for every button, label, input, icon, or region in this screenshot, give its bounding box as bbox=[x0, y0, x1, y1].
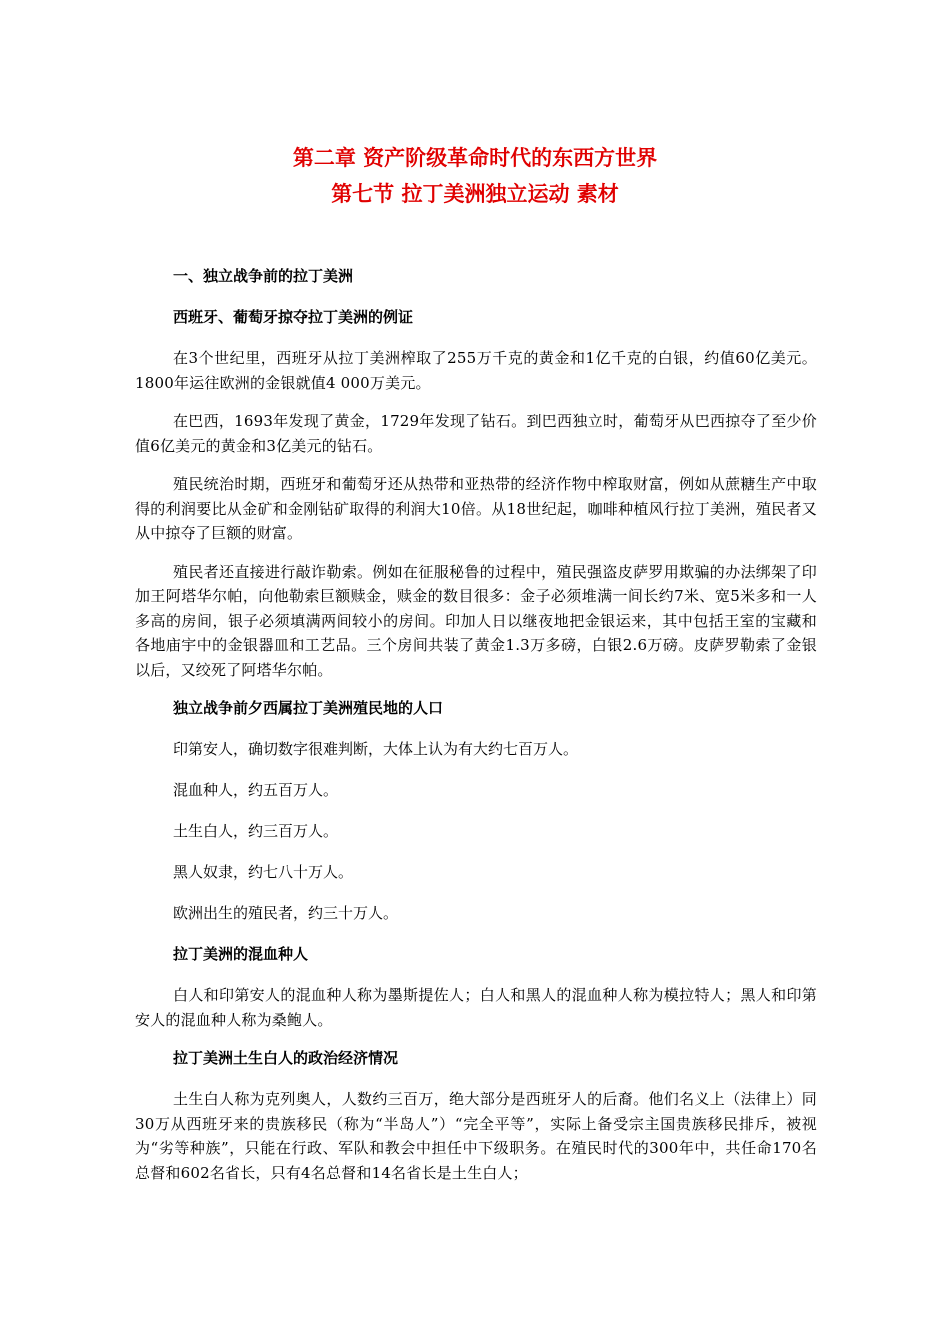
heading-pre-independence: 一、独立战争前的拉丁美洲 bbox=[173, 267, 354, 285]
title-block bbox=[0, 140, 950, 212]
paragraph-cash-crops: 殖民统治时期，西班牙和葡萄牙还从热带和亚热带的经济作物中榨取财富，例如从蔗糖生产中取得的利润要比从金矿和金刚钻矿取得的利润大10倍。从18世纪起，咖啡种植风行拉丁美洲，殖民者又从中掠夺了巨额的财富。 bbox=[135, 475, 817, 542]
paragraph-spain-gold: 在3个世纪里，西班牙从拉丁美洲榨取了255万千克的黄金和1亿千克的白银，约值60亿美元。1800年运往欧洲的金银就值4 000万美元。 bbox=[135, 349, 817, 392]
heading-plunder-examples: 西班牙、葡萄牙掠夺拉丁美洲的例证 bbox=[173, 308, 414, 326]
section-title: 第七节 拉丁美洲独立运动 素材 bbox=[331, 182, 619, 206]
population-indians: 印第安人，确切数字很难判断，大体上认为有大约七百万人。 bbox=[173, 740, 579, 758]
paragraph-brazil-gold: 在巴西，1693年发现了黄金，1729年发现了钻石。到巴西独立时，葡萄牙从巴西掠夺了至少价值6亿美元的黄金和3亿美元的钻石。 bbox=[135, 412, 817, 455]
chapter-title: 第二章 资产阶级革命时代的东西方世界 bbox=[292, 146, 658, 170]
paragraph-mixed-race: 白人和印第安人的混血种人称为墨斯提佐人；白人和黑人的混血种人称为模拉特人；黑人和印第安人的混血种人称为桑鲍人。 bbox=[135, 986, 817, 1029]
heading-mixed-race: 拉丁美洲的混血种人 bbox=[173, 945, 309, 963]
heading-population: 独立战争前夕西属拉丁美洲殖民地的人口 bbox=[173, 699, 444, 717]
population-mixed: 混血种人，约五百万人。 bbox=[173, 781, 339, 799]
population-creoles: 土生白人，约三百万人。 bbox=[173, 822, 339, 840]
document-body bbox=[135, 264, 817, 1199]
population-europeans: 欧洲出生的殖民者，约三十万人。 bbox=[173, 904, 399, 922]
heading-creoles: 拉丁美洲土生白人的政治经济情况 bbox=[173, 1049, 399, 1067]
population-slaves: 黑人奴隶，约七八十万人。 bbox=[173, 863, 354, 881]
paragraph-creoles: 土生白人称为克列奥人，人数约三百万，绝大部分是西班牙人的后裔。他们名义上（法律上）同30万从西班牙来的贵族移民（称为“半岛人”）“完全平等”，实际上备受宗主国贵族移民排斥，被视为“劣等种族”，只能在行政、军队和教会中担任中下级职务。在殖民时代的300年中，共任命170名总督和602名省长，只有4名总督和14名省长是土生白人； bbox=[135, 1090, 817, 1182]
paragraph-extortion: 殖民者还直接进行敲诈勒索。例如在征服秘鲁的过程中，殖民强盗皮萨罗用欺骗的办法绑架了印加王阿塔华尔帕，向他勒索巨额赎金，赎金的数目很多：金子必须堆满一间长约7米、宽5米多和一人多高的房间，银子必须填满两间较小的房间。印加人日以继夜地把金银运来，其中包括王室的宝藏和各地庙宇中的金银器皿和工艺品。三个房间共装了黄金1.3万多磅，白银2.6万磅。皮萨罗勒索了金银以后，又绞死了阿塔华尔帕。 bbox=[135, 562, 817, 679]
